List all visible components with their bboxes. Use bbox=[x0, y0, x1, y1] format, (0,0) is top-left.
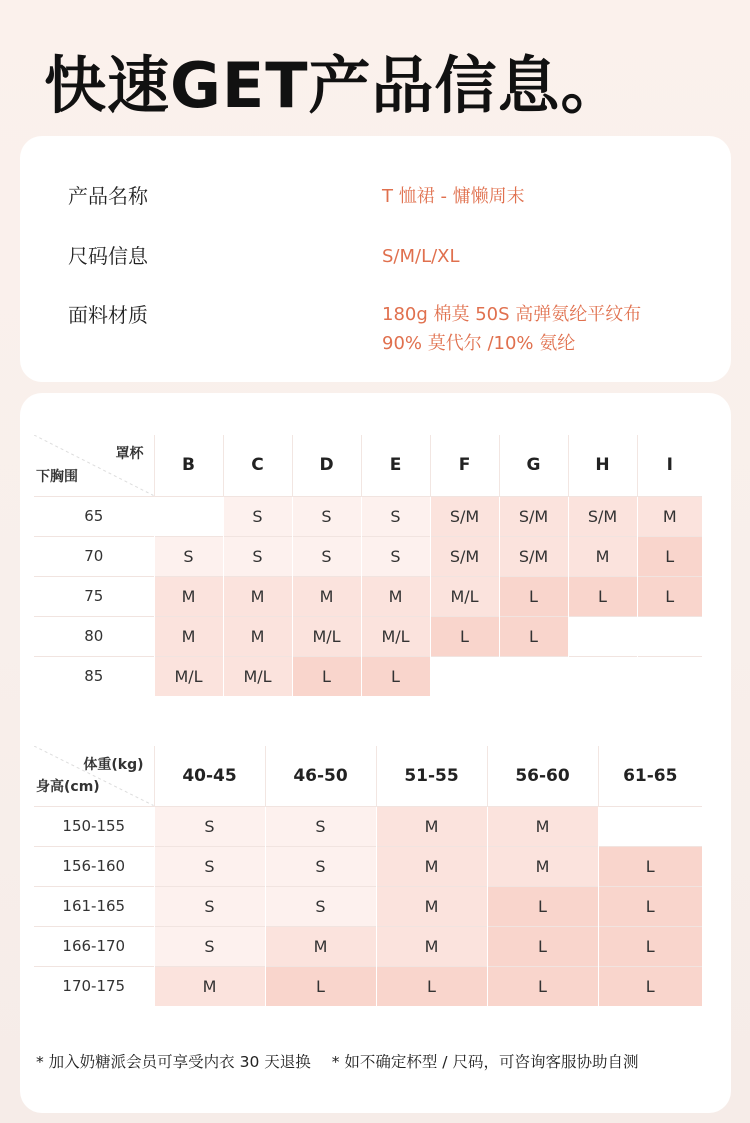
size-cell: L bbox=[598, 966, 702, 1006]
size-cell: S bbox=[361, 536, 430, 576]
underbust-row bbox=[34, 616, 702, 656]
size-cell: M bbox=[637, 496, 702, 536]
size-cell: M bbox=[376, 806, 487, 846]
cup-column-header: D bbox=[292, 435, 361, 496]
size-cell bbox=[568, 656, 637, 696]
product-name-value: T 恤裙 - 慵懒周末 bbox=[382, 186, 525, 207]
size-cell: L bbox=[637, 536, 702, 576]
weight-table-corner bbox=[34, 746, 154, 806]
bra-table-corner bbox=[34, 435, 154, 496]
underbust-row bbox=[34, 656, 702, 696]
size-cell: L bbox=[376, 966, 487, 1006]
size-cell bbox=[568, 616, 637, 656]
cup-column-header: I bbox=[637, 435, 702, 496]
size-cell: S/M bbox=[430, 496, 499, 536]
cup-column-header: B bbox=[154, 435, 223, 496]
footnote-return-policy: * 加入奶糖派会员可享受内衣 30 天退换 bbox=[36, 1053, 311, 1071]
size-cell: M bbox=[265, 926, 376, 966]
footnote-customer-service: * 如不确定杯型 / 尺码，可咨询客服协助自测 bbox=[331, 1053, 639, 1071]
size-cell: S bbox=[154, 886, 265, 926]
size-cell: S bbox=[265, 886, 376, 926]
size-cell bbox=[154, 496, 223, 536]
size-cell: S bbox=[292, 496, 361, 536]
underbust-row bbox=[34, 536, 702, 576]
bra-size-table bbox=[34, 435, 702, 696]
size-cell: M/L bbox=[292, 616, 361, 656]
size-cell bbox=[499, 656, 568, 696]
underbust-row-label: 70 bbox=[34, 536, 154, 576]
weight-label: 体重(kg) bbox=[83, 757, 144, 773]
size-cell: M bbox=[487, 846, 598, 886]
underbust-row bbox=[34, 576, 702, 616]
height-row bbox=[34, 926, 702, 966]
size-cell: M bbox=[568, 536, 637, 576]
underbust-row-label: 65 bbox=[34, 496, 154, 536]
size-cell: S bbox=[154, 846, 265, 886]
size-cell: S/M bbox=[568, 496, 637, 536]
size-cell: L bbox=[637, 576, 702, 616]
height-row-label: 156-160 bbox=[34, 846, 154, 886]
size-cell bbox=[637, 616, 702, 656]
height-row bbox=[34, 966, 702, 1006]
cup-label: 罩杯 bbox=[115, 446, 144, 462]
height-row bbox=[34, 846, 702, 886]
size-cell: L bbox=[430, 616, 499, 656]
weight-column-header: 61-65 bbox=[598, 746, 702, 806]
underbust-row-label: 80 bbox=[34, 616, 154, 656]
size-cell: L bbox=[568, 576, 637, 616]
size-cell: S bbox=[154, 536, 223, 576]
height-label: 身高(cm) bbox=[36, 778, 100, 795]
height-row-label: 161-165 bbox=[34, 886, 154, 926]
size-cell: S/M bbox=[499, 536, 568, 576]
size-cell: M bbox=[376, 846, 487, 886]
weight-column-header: 51-55 bbox=[376, 746, 487, 806]
size-cell: S bbox=[361, 496, 430, 536]
height-row-label: 170-175 bbox=[34, 966, 154, 1006]
size-cell: L bbox=[499, 576, 568, 616]
size-cell: S/M bbox=[499, 496, 568, 536]
underbust-row-label: 85 bbox=[34, 656, 154, 696]
size-cell: M bbox=[154, 616, 223, 656]
size-info-label: 尺码信息 bbox=[68, 244, 148, 268]
size-cell: M bbox=[292, 576, 361, 616]
size-cell: S bbox=[223, 496, 292, 536]
size-cell: M/L bbox=[223, 656, 292, 696]
weight-column-header: 46-50 bbox=[265, 746, 376, 806]
cup-column-header: G bbox=[499, 435, 568, 496]
size-cell: L bbox=[598, 886, 702, 926]
size-chart-card bbox=[20, 393, 731, 1113]
underbust-row-label: 75 bbox=[34, 576, 154, 616]
size-cell: M/L bbox=[430, 576, 499, 616]
size-cell: L bbox=[598, 846, 702, 886]
size-cell: M bbox=[376, 926, 487, 966]
height-row-label: 150-155 bbox=[34, 806, 154, 846]
cup-column-header: E bbox=[361, 435, 430, 496]
size-cell: L bbox=[487, 926, 598, 966]
footnotes bbox=[36, 1050, 638, 1072]
weight-column-header: 56-60 bbox=[487, 746, 598, 806]
product-name-label: 产品名称 bbox=[68, 184, 148, 208]
size-cell: M bbox=[361, 576, 430, 616]
size-cell bbox=[637, 656, 702, 696]
size-cell: M bbox=[154, 966, 265, 1006]
fabric-value bbox=[382, 300, 641, 358]
size-cell: S bbox=[265, 846, 376, 886]
size-cell: S bbox=[154, 926, 265, 966]
size-cell bbox=[598, 806, 702, 846]
size-cell: L bbox=[265, 966, 376, 1006]
size-cell: L bbox=[499, 616, 568, 656]
cup-column-header: H bbox=[568, 435, 637, 496]
cup-column-header: F bbox=[430, 435, 499, 496]
height-row bbox=[34, 886, 702, 926]
size-cell: M bbox=[223, 616, 292, 656]
size-cell bbox=[430, 656, 499, 696]
weight-column-header: 40-45 bbox=[154, 746, 265, 806]
cup-column-header: C bbox=[223, 435, 292, 496]
size-cell: S bbox=[292, 536, 361, 576]
size-cell: S bbox=[265, 806, 376, 846]
height-row-label: 166-170 bbox=[34, 926, 154, 966]
size-cell: M bbox=[154, 576, 223, 616]
size-cell: M bbox=[376, 886, 487, 926]
fabric-value-line1: 180g 棉莫 50S 高弹氨纶平纹布 bbox=[382, 304, 642, 325]
size-cell: M bbox=[487, 806, 598, 846]
fabric-value-line2: 90% 莫代尔 /10% 氨纶 bbox=[382, 333, 576, 354]
size-cell: M/L bbox=[154, 656, 223, 696]
size-cell: M bbox=[223, 576, 292, 616]
size-cell: L bbox=[598, 926, 702, 966]
size-cell: L bbox=[361, 656, 430, 696]
fabric-label: 面料材质 bbox=[68, 303, 148, 327]
height-row bbox=[34, 806, 702, 846]
size-cell: L bbox=[487, 966, 598, 1006]
size-info-value: S/M/L/XL bbox=[382, 246, 460, 267]
size-cell: L bbox=[292, 656, 361, 696]
size-cell: L bbox=[487, 886, 598, 926]
underbust-label: 下胸围 bbox=[36, 468, 78, 485]
product-info-card bbox=[20, 136, 731, 382]
underbust-row bbox=[34, 496, 702, 536]
size-cell: S bbox=[154, 806, 265, 846]
weight-height-table bbox=[34, 746, 702, 1006]
size-cell: S bbox=[223, 536, 292, 576]
page-title: 快速GET产品信息。 bbox=[44, 49, 624, 122]
size-cell: S/M bbox=[430, 536, 499, 576]
size-cell: M/L bbox=[361, 616, 430, 656]
